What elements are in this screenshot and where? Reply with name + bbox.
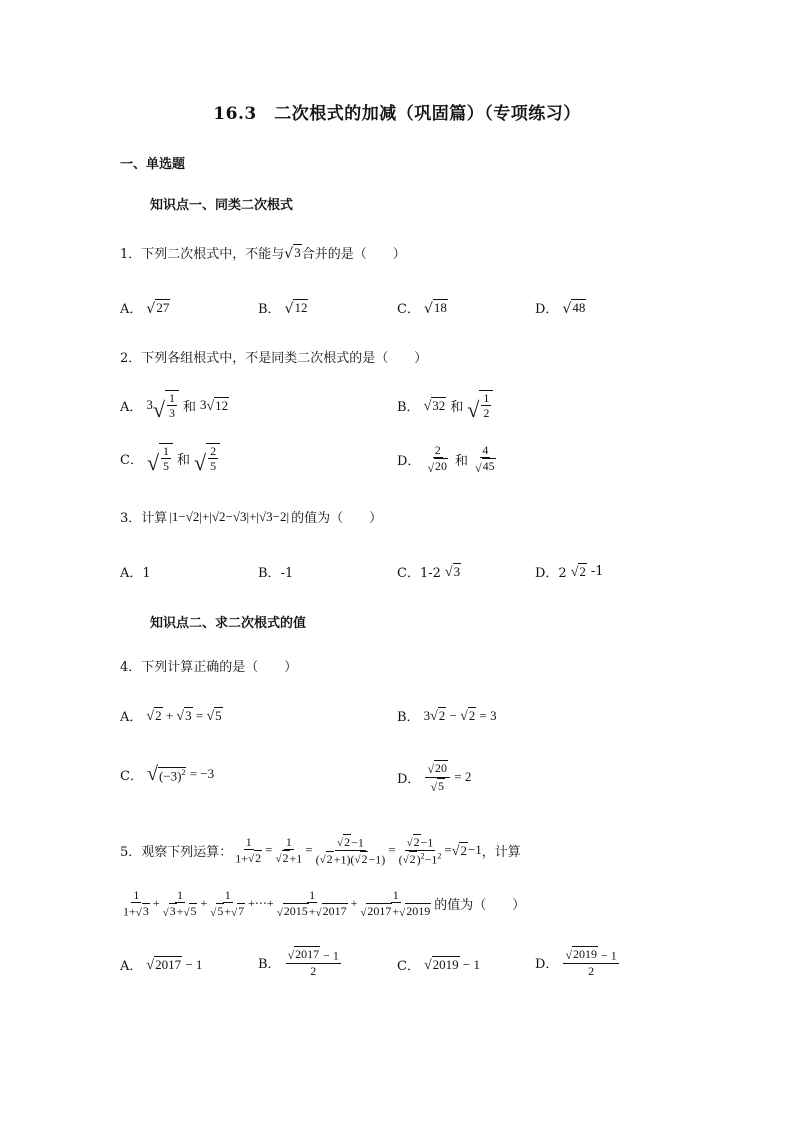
q1-option-a[interactable]: A． √ 27 xyxy=(120,300,170,317)
question-5-expression: 1 1+ √ 3 + 1 √ 3 + √ 5 + 1 √ 5 + √ 7 +⋯+ 1 √ 2015 + √ 2017 + 1 √ 2017 + √ 2019 的值为（ ） xyxy=(123,888,526,919)
q5-option-c[interactable]: C． √ 2019 − 1 xyxy=(397,956,480,974)
question-2: 2．下列各组根式中，不是同类二次根式的是（ ） xyxy=(120,351,428,366)
q1-option-d[interactable]: D． √ 48 xyxy=(535,300,586,317)
question-1 xyxy=(120,243,406,262)
q1-option-c[interactable]: C． √ 18 xyxy=(397,300,447,317)
knowledge-point-1: 知识点一、同类二次根式 xyxy=(150,198,294,213)
q4-option-b[interactable]: B． 3 √ 2 − √ 2 = 3 xyxy=(397,707,497,725)
section-heading: 一、单选题 xyxy=(120,157,186,172)
q4-option-d[interactable]: D． √ 20 √ 5 = 2 xyxy=(397,761,472,795)
q4-option-a[interactable]: A． √ 2 + √ 3 = √ 5 xyxy=(120,707,222,725)
q5-option-d[interactable]: D． √ 2019 − 1 2 xyxy=(535,947,617,978)
q1-option-b[interactable]: B． √ 12 xyxy=(258,300,308,317)
q5-option-b[interactable]: B． √ 2017 − 1 2 xyxy=(258,947,339,978)
question-3: 3．计算 |1−√2|+|√2−√3|+|√3−2| 的值为（ ） xyxy=(120,508,383,526)
q1-stem-pre: 1．下列二次根式中，不能与 xyxy=(120,247,285,262)
q1-stem-post: 合并的是（ ） xyxy=(301,247,406,262)
q5-example-expression: 1 1+ √ 2 = 1 √ 2 +1 = √ 2 −1 ( √ 2 +1)( √ 2 −1) = √ 2 −1 ( √ 2 )$^2-1^2$ = √ 2 −1 xyxy=(235,834,482,867)
page-title: 16.3 二次根式的加减（巩固篇）（专项练习） xyxy=(213,104,581,124)
knowledge-point-2: 知识点二、求二次根式的值 xyxy=(150,616,307,631)
q3-option-a[interactable]: A．1 xyxy=(120,566,151,581)
q2-option-c[interactable]: C． √ $\frac{1}{5}$ 和 √ $\frac{2}{5}$ xyxy=(120,443,220,474)
q2-option-a[interactable]: A． 3 √ $\frac{1}{3}$ 和 3 √ 12 xyxy=(120,391,229,422)
q3-option-c[interactable]: C．1-2 √ 3 xyxy=(397,564,461,581)
q2-option-b[interactable]: B． √ 32 和 √ $\frac{1}{2}$ xyxy=(397,390,493,421)
question-5: 5．观察下列运算： 1 1+ √ 2 = 1 √ 2 +1 = √ 2 −1 ( √ 2 +1)( √ 2 −1) = √ 2 −1 ( √ 2 )$^2-1^2$ = √ 2 −1 ，计算 xyxy=(120,834,521,867)
q5-option-a[interactable]: A． √ 2017 − 1 xyxy=(120,956,203,974)
q2-option-d[interactable]: D． 2 √ 20 和 4 √ 45 xyxy=(397,443,495,475)
q3-option-d[interactable]: D．2 √ 2 -1 xyxy=(535,564,604,581)
question-4: 4．下列计算正确的是（ ） xyxy=(120,660,298,675)
q4-option-c[interactable]: C． √ $(-3)^2$ = −3 xyxy=(120,763,215,785)
q3-option-b[interactable]: B．-1 xyxy=(258,566,294,581)
q1-sqrt: √ 3 xyxy=(284,245,301,262)
